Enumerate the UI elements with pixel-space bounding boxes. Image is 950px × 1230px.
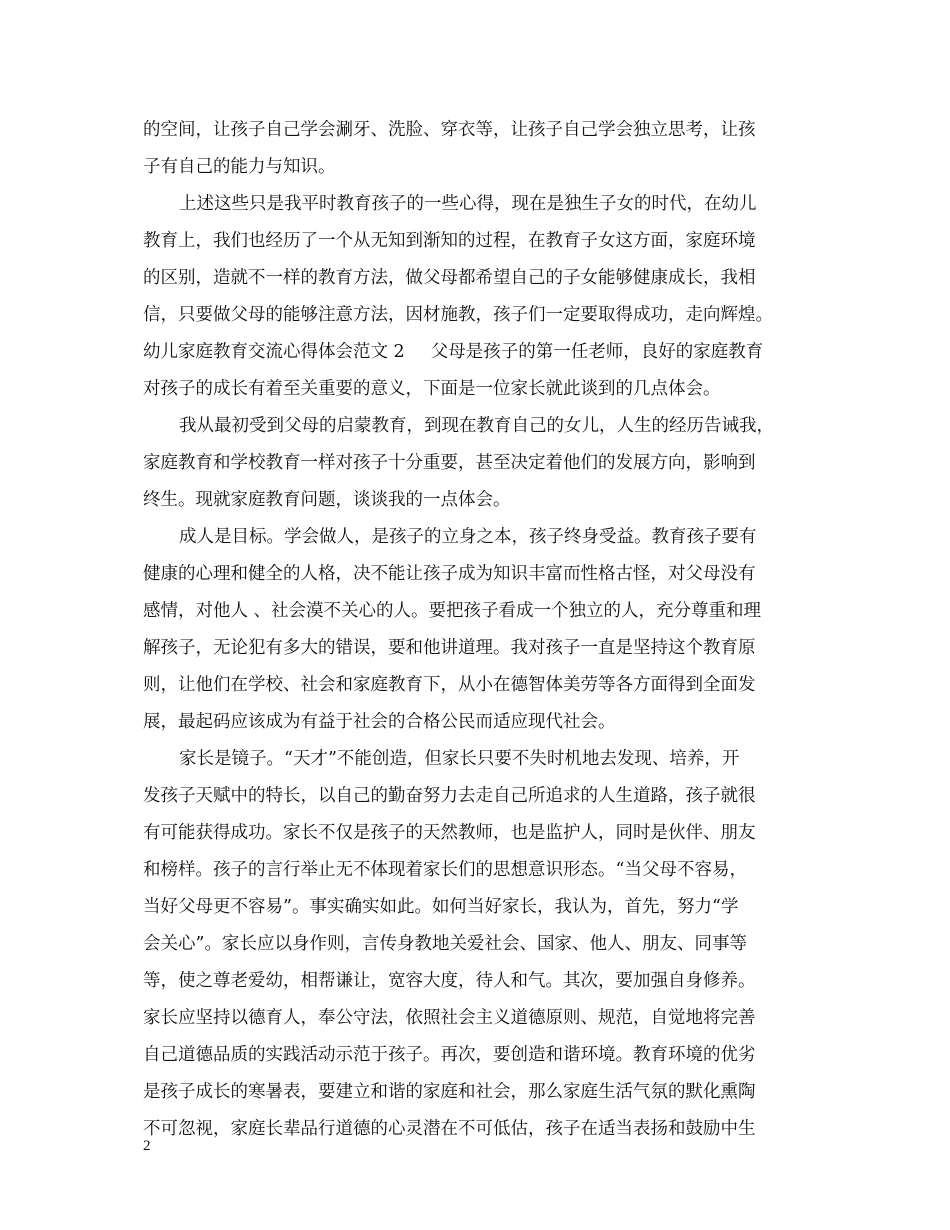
text-line: 对孩子的成长有着至关重要的意义，下面是一位家长就此谈到的几点体会。	[143, 379, 721, 399]
document-body	[143, 112, 815, 1148]
text-line: 信，只要做父母的能够注意方法，因材施教，孩子们一定要取得成功，走向辉煌。	[143, 305, 773, 325]
text-line: 自己道德品质的实践活动示范于孩子。再次，要创造和谐环境。教育环境的优劣	[143, 1045, 756, 1065]
text-line: 家长应坚持以德育人，奉公守法，依照社会主义道德原则、规范，自觉地将完善	[143, 1008, 756, 1028]
text-line: 有可能获得成功。家长不仅是孩子的天然教师，也是监护人，同时是伙伴、朋友	[143, 823, 756, 843]
text-line: 则，让他们在学校、社会和家庭教育下，从小在德智体美劳等各方面得到全面发	[143, 675, 756, 695]
text-line: 展，最起码应该成为有益于社会的合格公民而适应现代社会。	[143, 712, 616, 732]
text-line: 家长是镜子。“天才”不能创造，但家长只要不失时机地去发现、培养，开	[179, 749, 740, 769]
text-line: 和榜样。孩子的言行举止无不体现着家长们的思想意识形态。“当父母不容易，	[143, 860, 747, 880]
text-line: 成人是目标。学会做人，是孩子的立身之本，孩子终身受益。教育孩子要有	[179, 527, 757, 547]
text-line: 发孩子天赋中的特长，以自己的勤奋努力去走自己所追求的人生道路，孩子就很	[143, 786, 756, 806]
heading-line	[143, 334, 815, 371]
text-line: 解孩子，无论犯有多大的错误，要和他讲道理。我对孩子一直是坚持这个教育原	[143, 638, 756, 658]
text-line: 子有自己的能力与知识。	[143, 157, 336, 177]
text-line: 等，使之尊老爱幼，相帮谦让，宽容大度，待人和气。其次，要加强自身修养。	[143, 971, 756, 991]
text-line: 教育上，我们也经历了一个从无知到渐知的过程，在教育子女这方面，家庭环境	[143, 231, 756, 251]
text-line: 不可忽视，家庭长辈品行道德的心灵潜在不可低估，孩子在适当表扬和鼓励中生	[143, 1119, 756, 1139]
section-intro: 父母是孩子的第一任老师，良好的家庭教育	[430, 342, 764, 362]
text-line: 会关心”。家长应以身作则，言传身教地关爱社会、国家、他人、朋友、同事等	[143, 934, 747, 954]
text-line: 的区别，造就不一样的教育方法，做父母都希望自己的子女能够健康成长，我相	[143, 268, 756, 288]
section-heading: 幼儿家庭教育交流心得体会范文 2	[143, 342, 405, 362]
text-line: 当好父母更不容易”。事实确实如此。如何当好家长，我认为，首先，努力“学	[143, 897, 739, 917]
text-line: 的空间，让孩子自己学会涮牙、洗脸、穿衣等，让孩子自己学会独立思考，让孩	[143, 120, 756, 140]
text-line: 是孩子成长的寒暑表，要建立和谐的家庭和社会，那么家庭生活气氛的默化熏陶	[143, 1082, 756, 1102]
text-line: 终生。现就家庭教育问题，谈谈我的一点体会。	[143, 490, 511, 510]
page-number: 2	[143, 1138, 151, 1154]
text-line: 健康的心理和健全的人格，决不能让孩子成为知识丰富而性格古怪，对父母没有	[143, 564, 756, 584]
text-line: 感情，对他人 、社会漠不关心的人。要把孩子看成一个独立的人，充分尊重和理	[143, 601, 762, 621]
text-line: 我从最初受到父母的启蒙教育，到现在教育自己的女儿，人生的经历告诫我，	[179, 416, 774, 436]
text-line: 上述这些只是我平时教育孩子的一些心得，现在是独生子女的时代，在幼儿	[179, 194, 757, 214]
text-line: 家庭教育和学校教育一样对孩子十分重要，甚至决定着他们的发展方向，影响到	[143, 453, 756, 473]
